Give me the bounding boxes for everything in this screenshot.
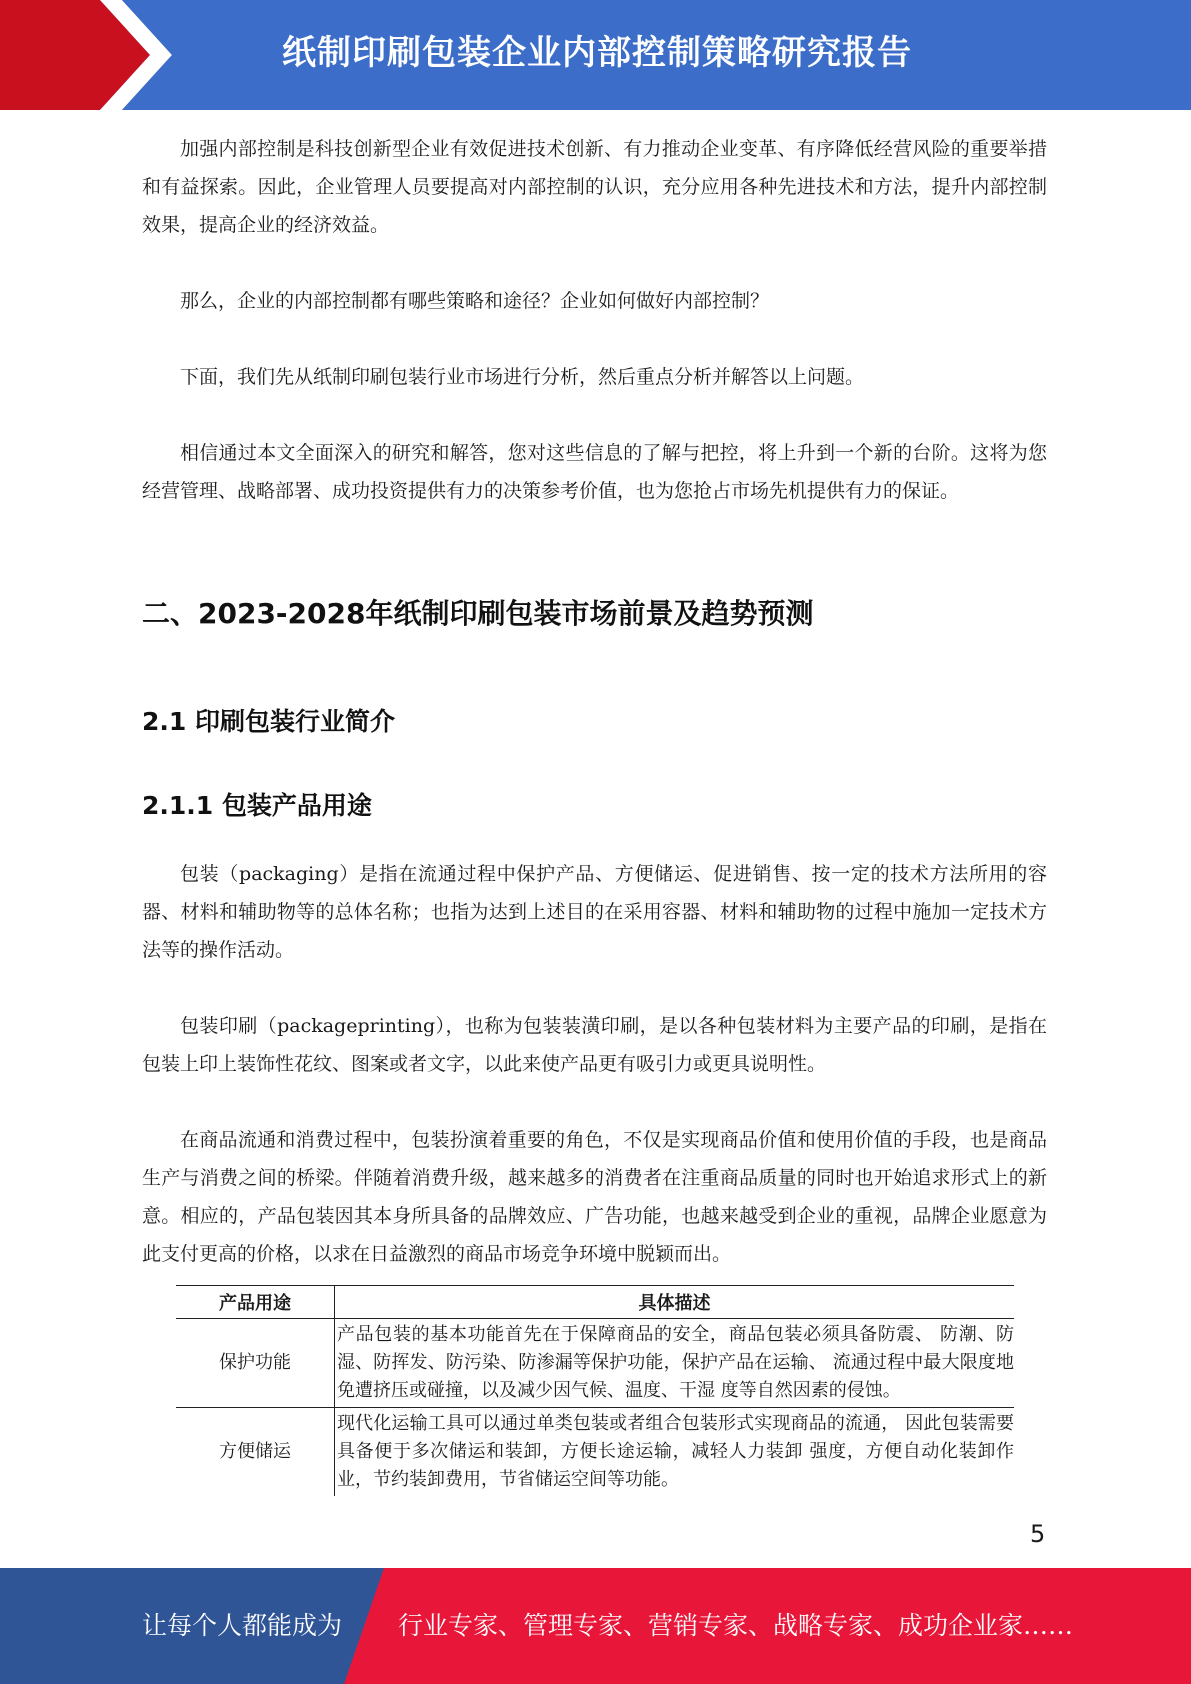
table-row bbox=[176, 1408, 1014, 1497]
subsection-heading: 2.1 印刷包装行业简介 bbox=[142, 707, 395, 736]
body-paragraph: 包装印刷（packageprinting），也称为包装装潢印刷，是以各种包装材料为主要产品的印刷，是指在包装上印上装饰性花纹、图案或者文字，以此来使产品更有吸引力或更具说明性。 bbox=[142, 1015, 1047, 1075]
subsubsection-heading: 2.1.1 包装产品用途 bbox=[142, 791, 372, 820]
table-cell-desc: 现代化运输工具可以通过单类包装或者组合包装形式实现商品的流通， 因此包装需要具备便于多次储运和装卸，方便长途运输，减轻人力装卸 强度，方便自动化装卸作业，节约装卸费用，节省储运空间等功能。 bbox=[337, 1413, 1014, 1490]
page-footer bbox=[0, 1568, 1191, 1684]
table-header-desc: 具体描述 bbox=[335, 1286, 1015, 1319]
footer-slogan-right: 行业专家、管理专家、营销专家、战略专家、成功企业家…… bbox=[398, 1611, 1074, 1640]
table-header-use: 产品用途 bbox=[176, 1286, 335, 1319]
body-section bbox=[142, 855, 1047, 1273]
page-header bbox=[0, 0, 1191, 110]
table-cell-use: 保护功能 bbox=[176, 1319, 335, 1408]
body-paragraph: 包装（packaging）是指在流通过程中保护产品、方便储运、促进销售、按一定的技术方法所用的容器、材料和辅助物等的总体名称；也指为达到上述目的在采用容器、材料和辅助物的过程中施加一定技术方法等的操作活动。 bbox=[142, 863, 1047, 961]
footer-slogan-left: 让每个人都能成为 bbox=[142, 1611, 343, 1640]
table-cell-use: 方便储运 bbox=[176, 1408, 335, 1497]
table-cell-desc: 产品包装的基本功能首先在于保障商品的安全，商品包装必须具备防震、 防潮、防湿、防挥发、防污染、防渗漏等保护功能，保护产品在运输、 流通过程中最大限度地免遭挤压或碰撞，以及减少因气候、温度、干湿 度等自然因素的侵蚀。 bbox=[335, 1319, 1015, 1408]
intro-paragraph: 下面，我们先从纸制印刷包装行业市场进行分析，然后重点分析并解答以上问题。 bbox=[180, 366, 865, 388]
intro-paragraph: 相信通过本文全面深入的研究和解答，您对这些信息的了解与把控，将上升到一个新的台阶。这将为您经营管理、战略部署、成功投资提供有力的决策参考价值，也为您抢占市场先机提供有力的保证。 bbox=[142, 442, 1047, 502]
page-number: 5 bbox=[1030, 1520, 1046, 1548]
table-row bbox=[176, 1319, 1014, 1408]
product-use-table bbox=[176, 1285, 1014, 1496]
header-chevron-icon bbox=[0, 0, 260, 110]
table-header-row bbox=[176, 1286, 1014, 1319]
report-title: 纸制印刷包装企业内部控制策略研究报告 bbox=[282, 33, 912, 73]
intro-section bbox=[142, 130, 1047, 510]
section-heading: 二、2023-2028年纸制印刷包装市场前景及趋势预测 bbox=[142, 597, 814, 630]
intro-paragraph: 加强内部控制是科技创新型企业有效促进技术创新、有力推动企业变革、有序降低经营风险的重要举措和有益探索。因此，企业管理人员要提高对内部控制的认识，充分应用各种先进技术和方法，提升内部控制效果，提高企业的经济效益。 bbox=[142, 138, 1047, 236]
body-paragraph: 在商品流通和消费过程中，包装扮演着重要的角色，不仅是实现商品价值和使用价值的手段，也是商品生产与消费之间的桥梁。伴随着消费升级，越来越多的消费者在注重商品质量的同时也开始追求形式上的新意。相应的，产品包装因其本身所具备的品牌效应、广告功能，也越来越受到企业的重视，品牌企业愿意为此支付更高的价格，以求在日益激烈的商品市场竞争环境中脱颖而出。 bbox=[142, 1129, 1047, 1265]
intro-paragraph: 那么，企业的内部控制都有哪些策略和途径？企业如何做好内部控制？ bbox=[180, 290, 770, 312]
